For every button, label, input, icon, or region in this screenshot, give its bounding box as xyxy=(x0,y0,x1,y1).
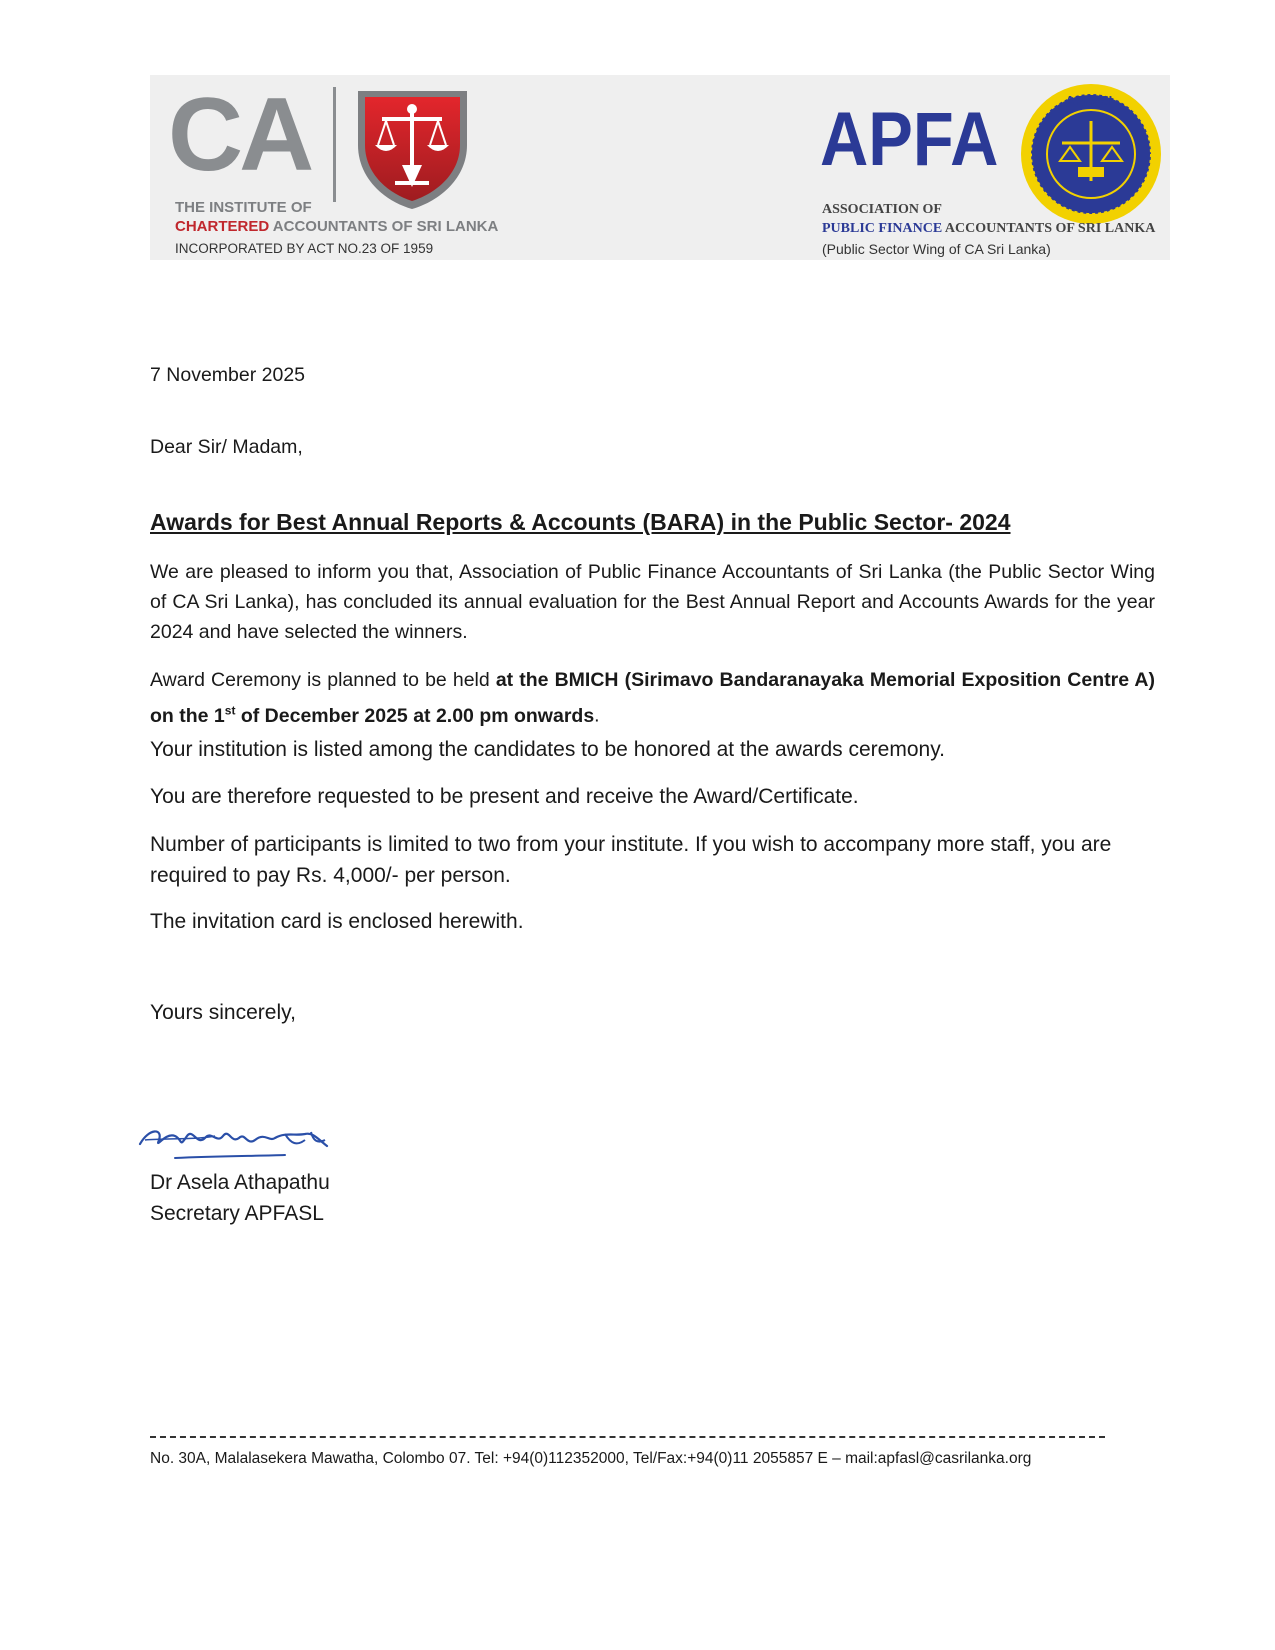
paragraph-candidates: Your institution is listed among the candidates to be honored at the awards ceremony. xyxy=(150,738,945,761)
letter-salutation: Dear Sir/ Madam, xyxy=(150,436,303,458)
ceremony-end: . xyxy=(594,704,600,727)
paragraph-evaluation: We are pleased to inform you that, Association of Public Finance Accountants of Sri Lanka (the Public Sector Wing of CA Sri Lanka), has concluded its annual evaluation for the Best Annual Report and Accounts Awards for the year 2024 and have selected the winners. xyxy=(150,561,1155,643)
apfa-name-line xyxy=(822,221,1155,237)
apfa-logo-letters: APFA xyxy=(820,97,999,182)
ca-logo-letters: CA xyxy=(168,77,311,193)
apfasl-seal-icon xyxy=(1018,81,1164,227)
ceremony-date-suffix: st xyxy=(224,703,236,717)
paragraph-invitation: The invitation card is enclosed herewith. xyxy=(150,910,524,933)
letter-subject: Awards for Best Annual Reports & Accounts (BARA) in the Public Sector- 2024 xyxy=(150,509,1011,535)
signer-name: Dr Asela Athapathu xyxy=(150,1171,330,1194)
signature-image xyxy=(135,1110,335,1170)
apfa-public-finance-words: PUBLIC FINANCE xyxy=(822,221,943,236)
ceremony-venue-a: at the BMICH (Sirimavo Bandaranayaka Memorial Exposition Centre A) on the 1 xyxy=(150,669,1155,727)
paragraph-ceremony xyxy=(150,665,1155,731)
paragraph-request: You are therefore requested to be present and receive the Award/Certificate. xyxy=(150,785,859,808)
letter-closing: Yours sincerely, xyxy=(150,1001,296,1024)
ceremony-venue-b: of December 2025 at 2.00 pm onwards xyxy=(235,704,595,727)
apfa-name-rest: ACCOUNTANTS OF SRI LANKA xyxy=(942,221,1156,236)
ca-shield-icon xyxy=(350,83,475,213)
apfa-wing-line: (Public Sector Wing of CA Sri Lanka) xyxy=(822,241,1051,257)
apfasl-seal-text: APFASL xyxy=(1065,93,1117,108)
ca-name-rest: ACCOUNTANTS OF SRI LANKA xyxy=(269,218,499,235)
ca-incorporation-line: INCORPORATED BY ACT NO.23 OF 1959 xyxy=(175,241,434,256)
footer-address: No. 30A, Malalasekera Mawatha, Colombo 07. Tel: +94(0)112352000, Tel/Fax:+94(0)11 2055857 E – mail:apfasl@casrilanka.org xyxy=(150,1450,1032,1467)
letter-date: 7 November 2025 xyxy=(150,364,306,386)
ca-institute-line: THE INSTITUTE OF xyxy=(175,199,312,216)
signer-title: Secretary APFASL xyxy=(150,1202,324,1225)
ca-chartered-word: CHARTERED xyxy=(175,218,270,235)
apfa-association-line: ASSOCIATION OF xyxy=(822,202,942,217)
ca-name-line xyxy=(175,218,498,235)
paragraph-participants: Number of participants is limited to two from your institute. If you wish to accompany more staff, you are required to pay Rs. 4,000/- per person. xyxy=(150,833,1112,887)
letterhead xyxy=(150,75,1170,260)
ca-logo-divider xyxy=(333,87,336,202)
ceremony-intro: Award Ceremony is planned to be held xyxy=(150,669,496,691)
footer-divider xyxy=(150,1436,1105,1438)
